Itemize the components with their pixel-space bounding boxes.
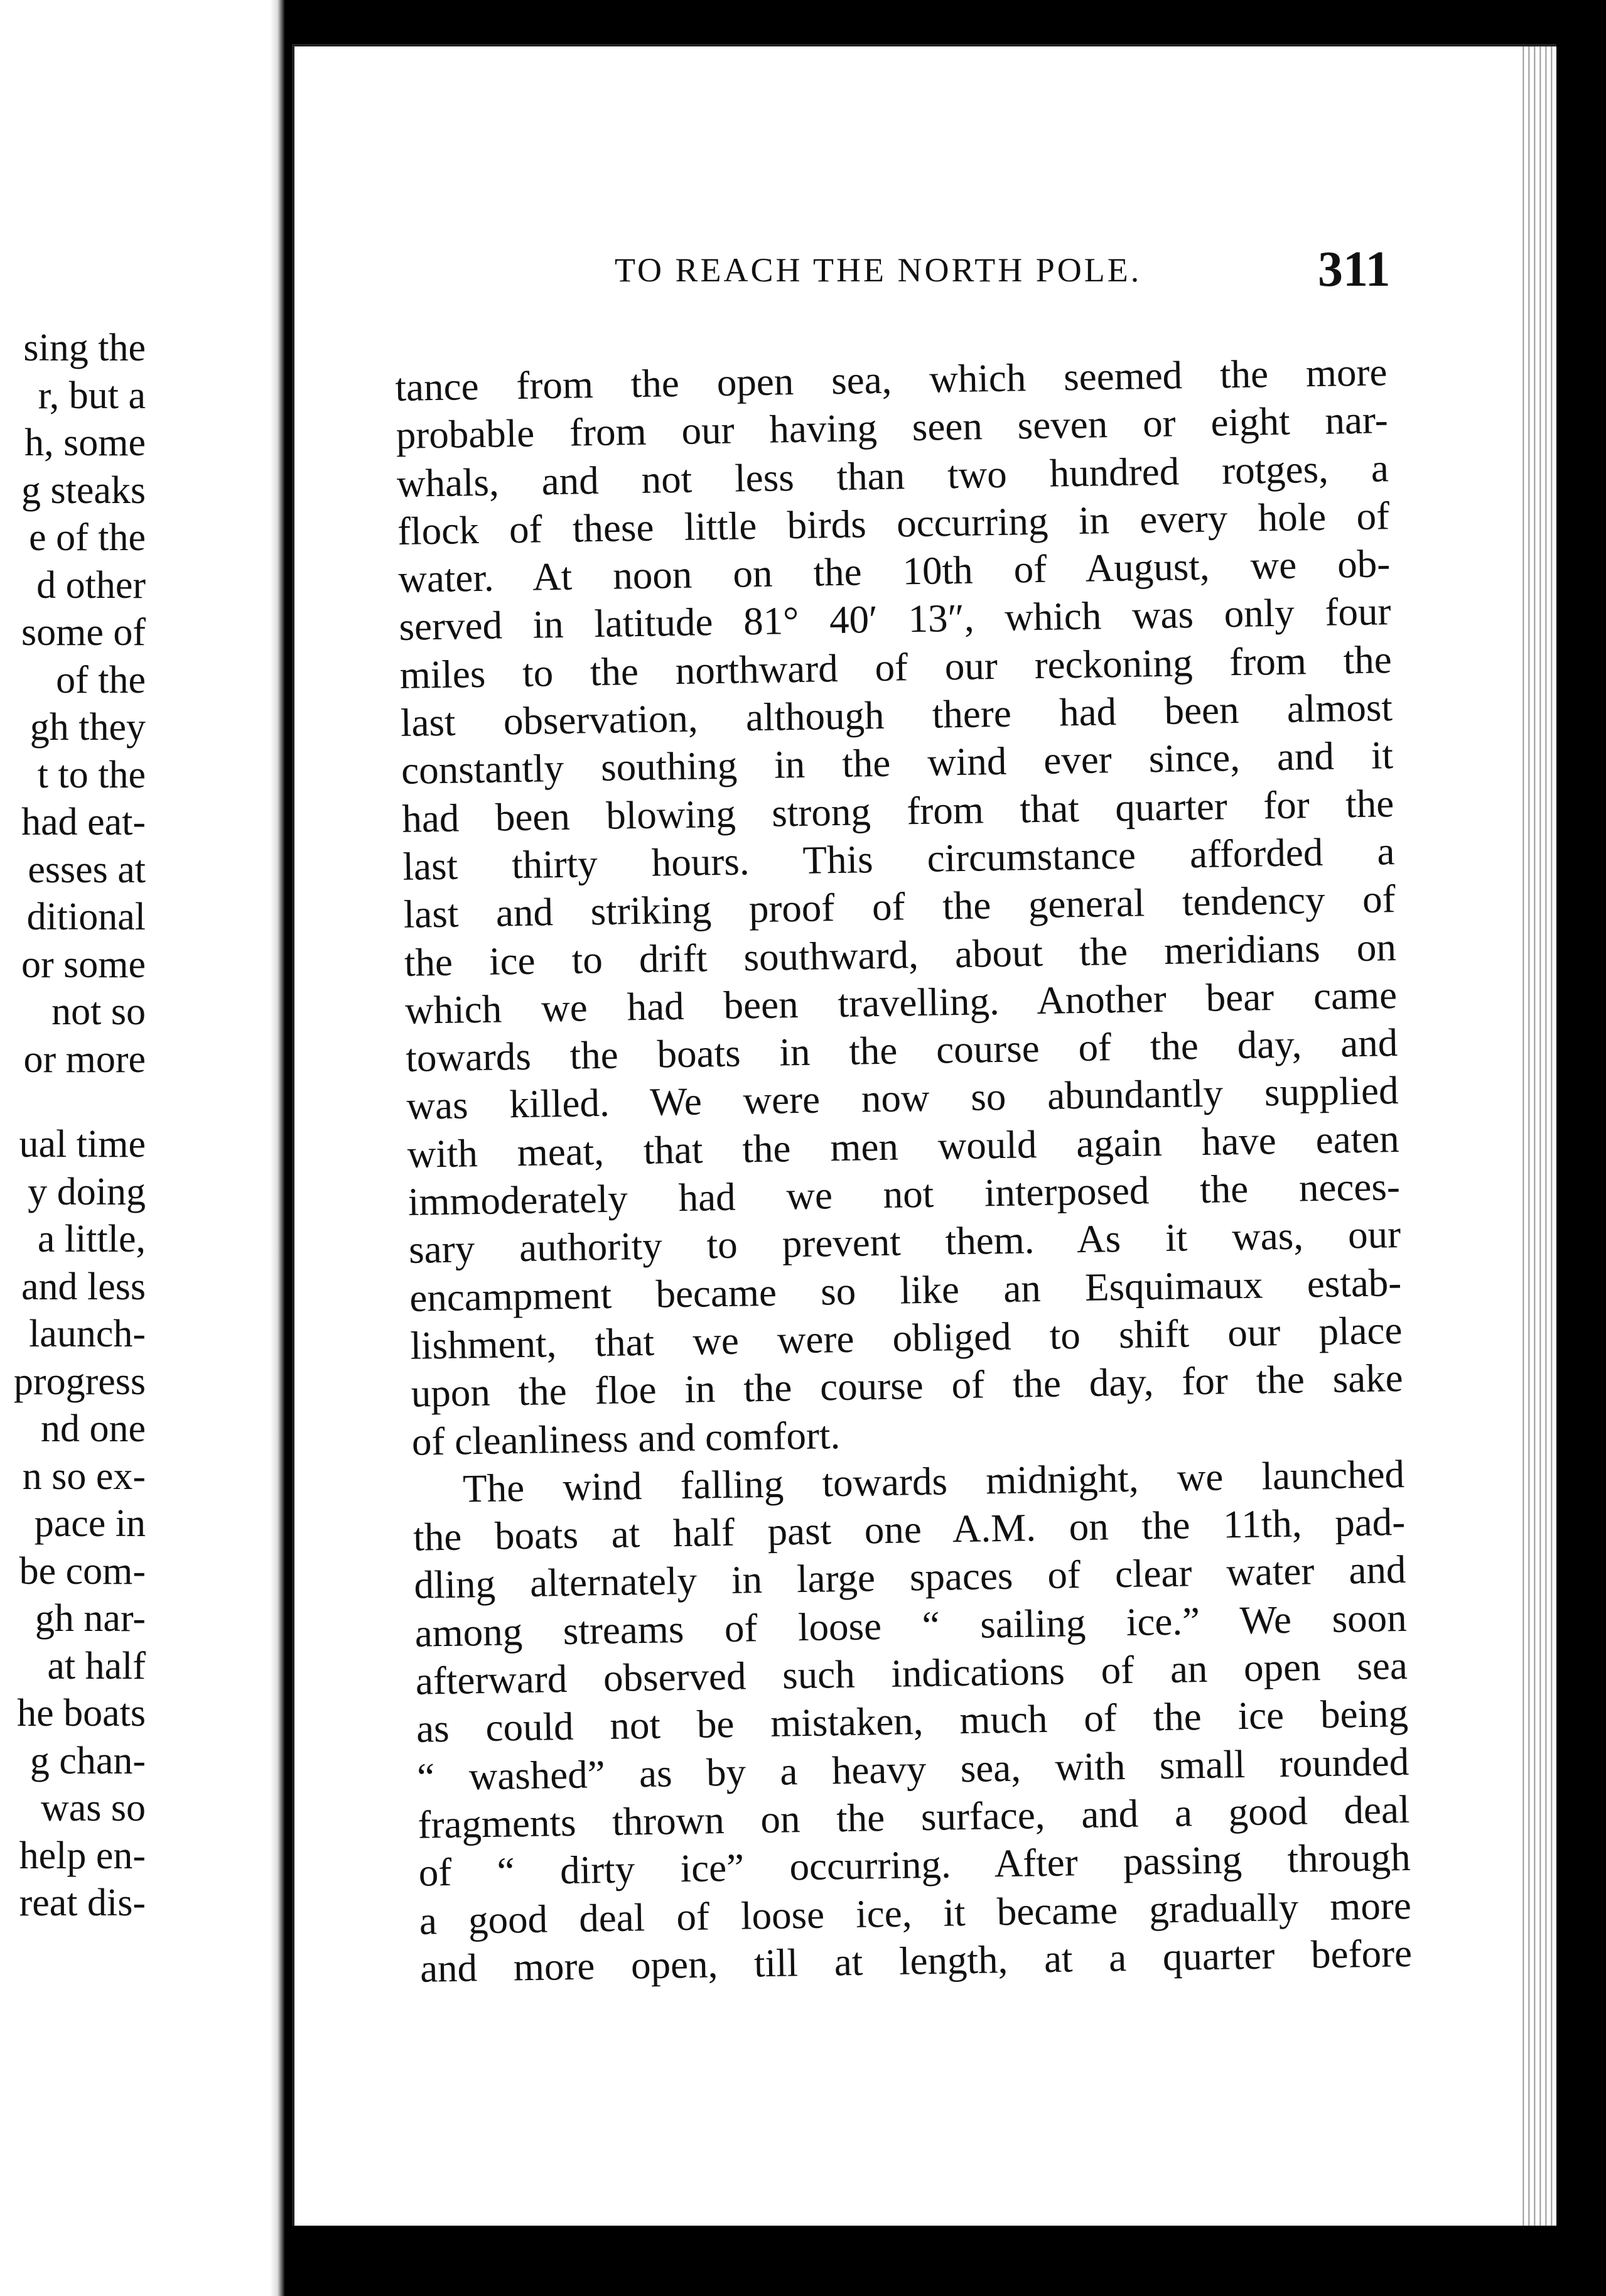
facing-line: pace in [34, 1502, 146, 1545]
text-line: whals, and not less than two hundred rotges, a [396, 445, 1389, 506]
text-line: fragments thrown on the surface, and a good deal [417, 1787, 1410, 1847]
text-line: among streams of loose “ sailing ice.” We soon [414, 1595, 1408, 1655]
text-line: was killed. We were now so abundantly supplied [406, 1068, 1399, 1129]
text-line: had been blowing strong from that quarter for the [401, 781, 1394, 841]
facing-line: launch- [29, 1313, 146, 1355]
text-line: tance from the open sea, which seemed the more [395, 350, 1388, 409]
text-line: afterward observed such indications of an open sea [415, 1643, 1408, 1703]
facing-line: h, some [24, 421, 146, 464]
running-head: TO REACH THE NORTH POLE. [615, 251, 1142, 289]
text-line: constantly southing in the wind ever since, and it [401, 733, 1394, 793]
facing-line: reat dis- [19, 1882, 146, 1924]
facing-line: y doing [28, 1170, 146, 1213]
text-line: The wind falling towards midnight, we launched [462, 1451, 1405, 1511]
text-line: of cleanliness and comfort. [411, 1412, 841, 1464]
facing-line: was so [40, 1787, 146, 1829]
facing-page-left [0, 0, 283, 2296]
facing-line: t to the [37, 753, 146, 796]
facing-line: not so [51, 990, 146, 1033]
facing-line: he boats [17, 1692, 146, 1735]
text-line: probable from our having seen seven or eight nar- [396, 398, 1389, 458]
text-line: flock of these little birds occurring in every hole of [397, 494, 1390, 553]
page-311 [292, 44, 1556, 2226]
facing-line: some of [21, 611, 146, 654]
facing-line: g chan- [30, 1739, 146, 1782]
text-line: last thirty hours. This circumstance afforded a [402, 829, 1395, 889]
text-line: sary authority to prevent them. As it was, our [408, 1212, 1401, 1272]
facing-line: e of the [29, 516, 146, 559]
text-line: last and striking proof of the general tendency of [403, 877, 1396, 937]
facing-line: gh they [30, 706, 146, 749]
facing-line: d other [36, 563, 146, 607]
text-line: upon the floe in the course of the day, for the sake [411, 1356, 1404, 1416]
text-line: which we had been travelling. Another bear came [404, 972, 1398, 1032]
text-line: as could not be mistaken, much of the ice being [416, 1691, 1409, 1752]
facing-line: sing the [23, 327, 146, 369]
text-line: and more open, till at length, at a quarter before [419, 1930, 1413, 1991]
facing-line: be com- [19, 1549, 146, 1593]
text-line: the ice to drift southward, about the meridians on [404, 924, 1397, 985]
text-line: served in latitude 81° 40′ 13″, which was only four [399, 589, 1391, 649]
facing-line: nd one [40, 1407, 146, 1450]
text-line: miles to the northward of our reckoning from the [399, 637, 1393, 697]
text-line: with meat, that the men would again have eaten [407, 1116, 1400, 1176]
facing-line: and less [21, 1265, 146, 1308]
text-line: immoderately had we not interposed the neces- [407, 1164, 1401, 1224]
text-line: last observation, although there had been almost [400, 685, 1393, 745]
facing-line: n so ex- [22, 1454, 146, 1498]
page-number: 311 [1318, 242, 1391, 297]
text-line: of “ dirty ice” occurring. After passing through [418, 1835, 1411, 1895]
facing-line: or some [21, 943, 146, 986]
text-line: the boats at half past one A.M. on the 11th, pad- [412, 1500, 1406, 1559]
facing-line: g steaks [21, 468, 146, 512]
text-line: encampment became so like an Esquimaux estab- [409, 1260, 1402, 1320]
facing-page-text [0, 325, 146, 1927]
facing-line: a little, [37, 1218, 146, 1260]
facing-paragraph-gap [0, 1083, 146, 1121]
text-line: “ washed” as by a heavy sea, with small rounded [416, 1739, 1409, 1799]
page-edge-stack [1519, 46, 1556, 2226]
book-gutter [270, 0, 295, 2296]
text-line: towards the boats in the course of the day, and [405, 1021, 1398, 1081]
facing-line: esses at [28, 848, 146, 891]
text-line: water. At noon on the 10th of August, we ob- [397, 541, 1391, 602]
text-line: dling alternately in large spaces of clear water and [414, 1547, 1406, 1608]
facing-line: ual time [19, 1123, 146, 1166]
text-line: a good deal of loose ice, it became gradually more [419, 1883, 1412, 1943]
facing-line: help en- [19, 1834, 146, 1877]
facing-line: or more [23, 1037, 146, 1081]
facing-line: progress [13, 1360, 146, 1403]
text-line: lishment, that we were obliged to shift our place [410, 1308, 1403, 1368]
facing-line: r, but a [38, 374, 146, 417]
facing-line: of the [56, 658, 146, 701]
facing-line: had eat- [21, 801, 146, 843]
body-text [395, 348, 1413, 1993]
facing-line: gh nar- [35, 1597, 146, 1640]
facing-line: ditional [26, 896, 146, 938]
facing-line: at half [47, 1644, 146, 1687]
